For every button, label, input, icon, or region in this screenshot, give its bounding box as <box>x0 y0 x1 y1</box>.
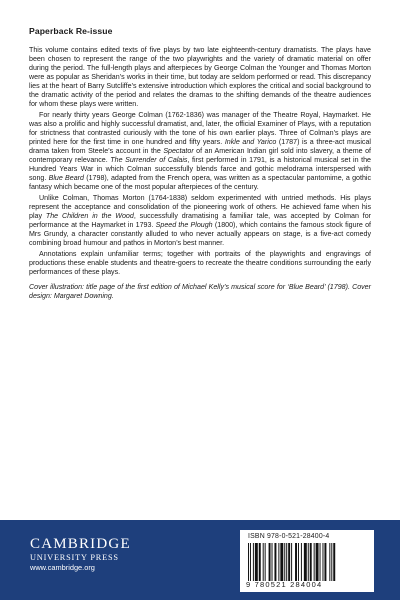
blurb-paragraph-2 <box>29 111 371 192</box>
italic-title: The Children in the Wood <box>45 212 134 220</box>
barcode-bar <box>263 543 264 581</box>
barcode-bar <box>250 543 251 581</box>
italic-title: Inkle and Yarico <box>224 138 277 146</box>
barcode-bar <box>295 543 297 581</box>
barcode-bar <box>274 543 276 581</box>
blurb-paragraph-1 <box>29 46 371 109</box>
barcode-bar <box>280 543 283 581</box>
text-run: , first performed in 1791, is a historical musical set in the Hundred Years War in which Colman successfully blends farce and gothic melodrama interspersed with song. <box>29 156 371 182</box>
text-run: (1787) is a three-act musical drama taken from Steele’s account in the <box>29 138 371 155</box>
text-run: This volume contains edited texts of five plays by two late eighteenth-century dramatists. The plays have been chosen to represent the range of the two playwrights and the variety of dramatic material on offer during the period. The full-length plays and afterpieces by George Colman the Younger and Thomas Morton were as popular as Sheridan’s works in their time, but today are seldom performed or read. This discrepancy lies at the heart of Barry Sutcliffe’s extensive introduction which explores the critical and social background to the dramatic activity of the period and relates the dramas to the shifting demands of the theatre audiences for whom these plays were written. <box>29 46 371 108</box>
italic-title: Speed the Plough <box>155 221 213 229</box>
publisher-url: www.cambridge.org <box>30 563 95 572</box>
barcode-bar <box>291 543 292 581</box>
publisher-press: UNIVERSITY PRESS <box>30 553 119 562</box>
barcode-bar <box>253 543 254 581</box>
barcode-icon <box>248 543 366 581</box>
text-run: (1798), adapted from the French opera, was written as a spectacular pantomime, a gothic fantasy which became one of the most popular afterpieces of the century. <box>29 174 372 191</box>
blurb-paragraph-3 <box>29 194 371 248</box>
barcode-bar <box>284 543 285 581</box>
cover-credit: Cover illustration: title page of the first edition of Michael Kelly’s musical score for ‘Blue Beard’ (1798). Cover design: Margaret Downing. <box>29 283 371 300</box>
barcode-bar <box>331 543 332 581</box>
barcode-bar <box>320 543 321 581</box>
barcode-bar <box>286 543 287 581</box>
barcode-panel <box>240 530 374 592</box>
barcode-bar <box>298 543 299 581</box>
barcode-bar <box>304 543 307 581</box>
italic-title: Blue Beard <box>48 174 84 182</box>
text-run: (1800), which contains the famous stock figure of Mrs Grundy, a character constantly alluded to who never actually appears on stage, is a five-act comedy combining broad humour and pathos in Morton’s best manner. <box>29 221 372 247</box>
barcode-bar <box>310 543 312 581</box>
barcode-bar <box>272 543 273 581</box>
barcode-bar <box>329 543 330 581</box>
barcode-bar <box>324 543 326 581</box>
barcode-bar <box>255 543 258 581</box>
publisher-name: CAMBRIDGE <box>30 536 131 552</box>
blurb-paragraph-4 <box>29 250 371 277</box>
barcode-bar <box>259 543 261 581</box>
barcode-bar <box>248 543 249 581</box>
barcode-bar <box>278 543 279 581</box>
barcode-bar <box>314 543 315 581</box>
barcode-bar <box>301 543 302 581</box>
page-heading: Paperback Re-issue <box>29 26 113 36</box>
barcode-number: 9 780521 284004 <box>246 580 323 589</box>
barcode-bar <box>265 543 266 581</box>
isbn-label: ISBN 978-0-521-28400-4 <box>248 533 330 540</box>
barcode-bar <box>333 543 335 581</box>
barcode-bar <box>322 543 323 581</box>
text-run: For nearly thirty years George Colman (1762-1836) was manager of the Theatre Royal, Haymarket. He was also a prolific and highly successful dramatist, and, later, the official Examiner of Plays, with a reputation for strictness that contrasted curiously with the tone of his own earlier plays. Three of Colman’s plays are printed here for the first time in one hundred and fifty years. <box>29 111 371 146</box>
text-run: of an American Indian girl sold into slavery, a theme of contemporary relevance. <box>29 147 371 164</box>
barcode-bar <box>288 543 290 581</box>
barcode-bar <box>308 543 309 581</box>
italic-title: Spectator <box>163 147 194 155</box>
blurb-text <box>29 46 371 301</box>
publisher-logo <box>30 536 131 573</box>
text-run: , successfully dramatising a familiar tale, was accepted by Colman for performance at the Haymarket in 1793. <box>29 212 372 229</box>
barcode-bar <box>316 543 319 581</box>
italic-title: The Surrender of Calais <box>110 156 188 164</box>
text-run: Annotations explain unfamiliar terms; together with portraits of the playwrights and engravings of productions these enable students and theatre-goers to recreate the theatre conditions surrounding the early performances of these plays. <box>29 250 371 276</box>
barcode-bar <box>269 543 271 581</box>
text-run: Unlike Colman, Thomas Morton (1764-1838) seldom experimented with untried methods. His plays represent the acceptance and consolidation of the pioneering work of others. He achieved fame when his play <box>29 194 371 220</box>
